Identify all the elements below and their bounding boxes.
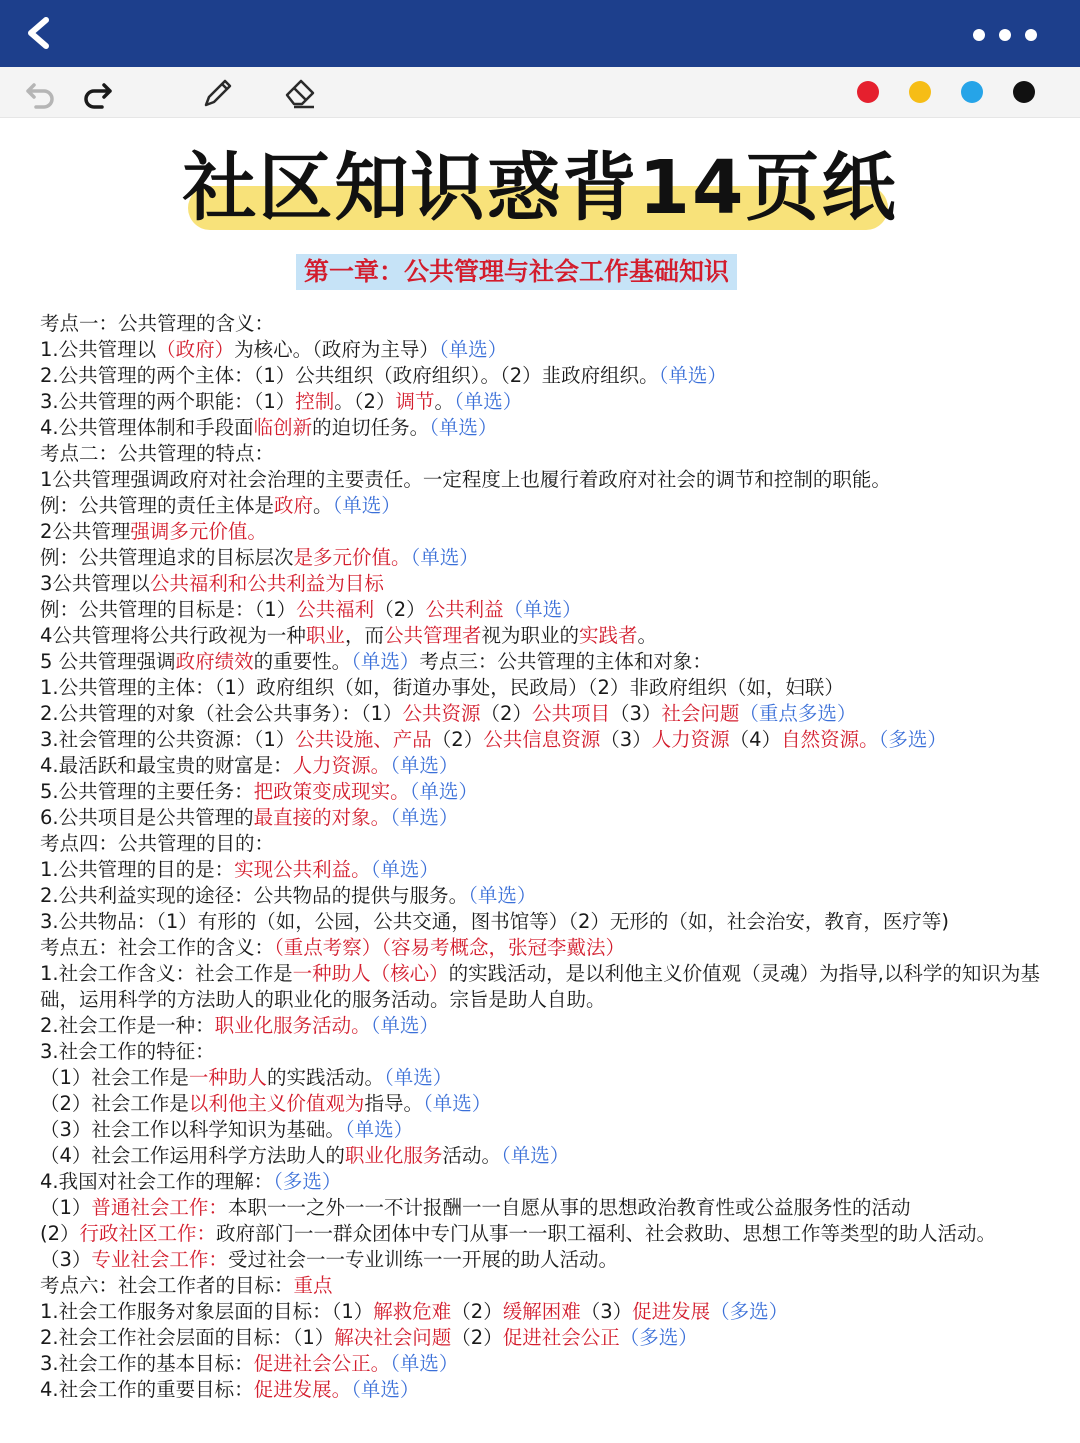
key-term: 专业社会工作： — [91, 1248, 228, 1271]
redo-icon[interactable] — [80, 75, 116, 111]
note-text: 受过社会一一专业训练一一开展的助人活动。 — [227, 1248, 618, 1271]
color-swatch-red[interactable] — [857, 81, 879, 103]
note-line — [40, 493, 1050, 519]
question-type-tag: （单选） — [332, 494, 401, 517]
note-text: 2.公共利益实现的途径：公共物品的提供与服务。 — [40, 884, 469, 907]
key-term: 公共福利 — [296, 598, 375, 621]
color-swatch-black[interactable] — [1013, 81, 1035, 103]
key-term: 公共项目 — [531, 702, 610, 725]
note-text: 的迫切任务。 — [312, 416, 430, 439]
key-term: 公共管理者 — [383, 624, 482, 647]
note-text: 考点三：公共管理的主体和对象： — [419, 650, 712, 673]
note-line — [40, 675, 1050, 701]
key-term: 政府绩效 — [175, 650, 254, 673]
question-type-tag: （单选） — [453, 390, 523, 413]
key-term: 人力资源 — [651, 728, 730, 751]
note-line — [40, 1117, 1050, 1143]
note-text: 5 公共管理强调 — [40, 650, 176, 673]
top-nav-bar — [0, 0, 1080, 67]
key-term: 强调多元价值。 — [130, 520, 267, 543]
question-type-tag: （单选） — [422, 1092, 492, 1115]
key-term: 政府 — [274, 494, 314, 517]
question-type-tag: （单选） — [468, 884, 537, 907]
note-line — [40, 623, 1050, 649]
note-line — [40, 909, 1050, 935]
note-text: 3.社会工作的基本目标： — [40, 1352, 254, 1375]
note-text: 3.公共物品：（1）有形的（如，公园，公共交通，图书馆等）（2）无形的（如，社会治安，教育，医疗等) — [40, 910, 950, 933]
note-text: 4.我国对社会工作的理解： — [40, 1170, 274, 1193]
key-term: 公共福利和公共利益为目标 — [149, 572, 384, 595]
note-text: 。 — [434, 390, 454, 413]
note-text: 6.公共项目是公共管理的 — [40, 806, 254, 829]
note-line — [40, 441, 1050, 467]
key-term: 公共利益 — [425, 598, 504, 621]
note-line — [40, 311, 1050, 337]
note-line — [40, 545, 1050, 571]
question-type-tag: （重点多选） — [739, 702, 857, 725]
key-term: 最直接的对象。 — [253, 806, 391, 829]
note-line — [40, 389, 1050, 415]
note-line — [40, 1221, 1050, 1247]
key-term: 解决社会问题 — [334, 1326, 452, 1349]
key-term: 促进社会公正 — [502, 1326, 620, 1349]
question-type-tag: （多选） — [710, 1300, 789, 1323]
question-type-tag: （单选） — [390, 754, 459, 777]
note-text: （1） — [40, 1196, 92, 1219]
note-text: 2.社会工作是一种： — [40, 1014, 215, 1037]
note-line — [40, 753, 1050, 779]
note-line — [40, 1325, 1050, 1351]
note-text: 2.公共管理的两个主体：（1）公共组织（政府组织）。（2）韭政府组织。 — [40, 364, 659, 387]
pencil-icon[interactable] — [200, 75, 236, 111]
note-line — [40, 857, 1050, 883]
key-term: 公共信息资源 — [483, 728, 601, 751]
note-text: 考点四：公共管理的目的： — [40, 832, 275, 855]
question-type-tag: （单选） — [390, 1352, 459, 1375]
note-text: 4.公共管理体制和手段面 — [40, 416, 254, 439]
note-line — [40, 961, 1050, 1013]
key-term: 一种助人（核心） — [292, 962, 449, 985]
page-title: 社区知识惑背14页纸 — [182, 145, 898, 231]
note-text: 的实践活动，是以利他主义价值观（灵魂）为指导,以科学的知识为基础，运用科学的方法助人的职业化的服务活动。宗旨是助人自助。 — [40, 962, 1040, 1011]
note-text: （2） — [374, 598, 426, 621]
note-text: 1.公共管理的目的是： — [40, 858, 235, 881]
key-term: 控制 — [295, 390, 335, 413]
note-text: 3公共管理以 — [40, 572, 150, 595]
note-line — [40, 1091, 1050, 1117]
note-text: 2.公共管理的对象（社会公共事务）：（1） — [40, 702, 403, 725]
question-type-tag: （单选） — [370, 1014, 439, 1037]
key-term: 重点 — [293, 1274, 333, 1297]
note-line — [40, 1143, 1050, 1169]
note-text: （2） — [431, 728, 484, 751]
note-text: 为核心。（政府为主导） — [234, 338, 439, 361]
key-term: 职业化服务 — [344, 1144, 443, 1167]
note-text: 1公共管理强调政府对社会治理的主要责任。一定程度上也履行着政府对社会的调节和控制的职能。 — [40, 468, 891, 491]
note-text: 的实践活动。 — [266, 1066, 384, 1089]
question-type-tag: （单选） — [383, 1066, 453, 1089]
question-type-tag: （多选） — [619, 1326, 698, 1349]
note-line — [40, 649, 1050, 675]
note-line — [40, 1195, 1050, 1221]
key-term: 行政社区工作： — [79, 1222, 217, 1245]
note-text: 本职一一之外一一不计报酬一一自愿从事的思想政治教育性或公益服务性的活动 — [227, 1196, 911, 1219]
note-line — [40, 1013, 1050, 1039]
key-term: 促进发展 — [632, 1300, 711, 1323]
question-type-tag: （多选） — [878, 728, 947, 751]
drawing-toolbar — [0, 67, 1080, 118]
note-text: （3） — [609, 702, 662, 725]
question-type-tag: （单选） — [500, 1144, 570, 1167]
note-text: （3） — [580, 1300, 633, 1323]
note-text: 例：公共管理的目标是：（1） — [40, 598, 297, 621]
question-type-tag: （单选） — [390, 806, 459, 829]
note-line — [40, 597, 1050, 623]
back-icon[interactable] — [22, 16, 54, 50]
key-term: 促进社会公正。 — [253, 1352, 391, 1375]
notes-body — [40, 311, 1050, 1403]
note-text: 。 — [637, 624, 658, 647]
note-text: 活动。 — [442, 1144, 501, 1167]
note-line — [40, 337, 1050, 363]
note-text: 考点六：社会工作者的目标： — [40, 1274, 294, 1297]
question-type-tag: （单选） — [351, 650, 420, 673]
key-term: 一种助人 — [188, 1066, 267, 1089]
key-term: 缓解困难 — [502, 1300, 581, 1323]
key-term: 调节 — [395, 390, 435, 413]
note-text: （3） — [600, 728, 652, 751]
note-text: （2） — [451, 1300, 503, 1323]
note-text: 。（2） — [334, 390, 396, 413]
note-text: （2） — [480, 702, 532, 725]
key-term: 公共资源 — [402, 702, 481, 725]
question-type-tag: （单选） — [429, 416, 498, 439]
question-type-tag: （单选） — [503, 598, 582, 621]
note-text: （2） — [451, 1326, 503, 1349]
note-text: 3.社会管理的公共资源：（1） — [40, 728, 296, 751]
note-text: （4） — [729, 728, 782, 751]
note-text: 4公共管理将公共行政视为一种 — [40, 624, 306, 647]
note-text: 1.社会工作含义：社会工作是 — [40, 962, 293, 985]
note-line — [40, 519, 1050, 545]
key-term: 以利他主义价值观为 — [188, 1092, 365, 1115]
note-line — [40, 1351, 1050, 1377]
note-text: 考点一：公共管理的含义： — [40, 312, 275, 335]
question-type-tag: （单选） — [658, 364, 727, 387]
question-type-tag: （多选） — [273, 1170, 342, 1193]
note-text: 3.社会工作的特征： — [40, 1040, 215, 1063]
color-swatch-blue[interactable] — [961, 81, 983, 103]
key-term: （政府） — [156, 338, 235, 361]
key-term: 职业 — [305, 624, 345, 647]
question-type-tag: （单选） — [438, 338, 508, 361]
note-text: 政府部门一一群众团体中专门从事一一职工福利、社会救助、思想工作等类型的助人活动。 — [216, 1222, 997, 1245]
key-term: 是多元价值。 — [293, 546, 411, 569]
key-term: （重点考察）（容易考概念，张冠李戴法） — [274, 936, 626, 959]
note-line — [40, 805, 1050, 831]
key-term: 实践者 — [578, 624, 638, 647]
question-type-tag: （单选） — [344, 1118, 414, 1141]
note-text: （1）社会工作是 — [40, 1066, 189, 1089]
key-term: 职业化服务活动。 — [214, 1014, 371, 1037]
note-text: (2） — [40, 1222, 80, 1245]
eraser-icon[interactable] — [282, 75, 318, 111]
title-block — [0, 140, 1080, 240]
note-text: 考点二：公共管理的特点： — [40, 442, 275, 465]
note-text: 3.公共管理的两个职能：（1） — [40, 390, 296, 413]
key-term: 把政策变成现实。 — [253, 780, 410, 803]
note-text: 4.社会工作的重要目标： — [40, 1378, 254, 1401]
note-text: 例：公共管理的责任主体是 — [40, 494, 275, 517]
note-line — [40, 1377, 1050, 1403]
key-term: 实现公共利益。 — [234, 858, 371, 881]
note-line — [40, 1065, 1050, 1091]
question-type-tag: （单选） — [351, 1378, 420, 1401]
question-type-tag: （单选） — [409, 780, 478, 803]
note-line — [40, 415, 1050, 441]
note-text: 1.社会工作服务对象层面的目标：（1） — [40, 1300, 374, 1323]
note-line — [40, 1299, 1050, 1325]
key-term: 临创新 — [253, 416, 313, 439]
note-line — [40, 779, 1050, 805]
chapter-heading: 第一章：公共管理与社会工作基础知识 — [296, 254, 737, 290]
note-line — [40, 935, 1050, 961]
key-term: 人力资源。 — [292, 754, 391, 777]
note-text: （2）社会工作是 — [40, 1092, 189, 1115]
note-line — [40, 1039, 1050, 1065]
note-line — [40, 1273, 1050, 1299]
note-text: 2公共管理 — [40, 520, 131, 543]
note-text: 1.公共管理以 — [40, 338, 157, 361]
note-text: （4）社会工作运用科学方法助人的 — [40, 1144, 345, 1167]
note-text: ，而 — [344, 624, 384, 647]
note-line — [40, 1247, 1050, 1273]
question-type-tag: （单选） — [370, 858, 439, 881]
note-text: （3） — [40, 1248, 92, 1271]
question-type-tag: （单选） — [410, 546, 479, 569]
key-term: 社会问题 — [661, 702, 740, 725]
key-term: 解救危难 — [373, 1300, 452, 1323]
color-swatch-yellow[interactable] — [909, 81, 931, 103]
note-text: 1.公共管理的主体：（1）政府组织（如，街道办事处，民政局）（2）非政府组织（如，妇联） — [40, 676, 844, 699]
key-term: 自然资源。 — [781, 728, 879, 751]
key-term: 普通社会工作： — [91, 1196, 228, 1219]
note-text: （3）社会工作以科学知识为基础。 — [40, 1118, 345, 1141]
note-text: 。 — [313, 494, 333, 517]
note-text: 5.公共管理的主要任务： — [40, 780, 254, 803]
note-line — [40, 727, 1050, 753]
note-text: 例：公共管理追求的目标层次 — [40, 546, 294, 569]
more-icon[interactable] — [970, 26, 1040, 44]
note-text: 视为职业的 — [481, 624, 579, 647]
note-line — [40, 831, 1050, 857]
note-line — [40, 701, 1050, 727]
note-line — [40, 363, 1050, 389]
note-line — [40, 467, 1050, 493]
note-text: 4.最活跃和最宝贵的财富是： — [40, 754, 293, 777]
note-line — [40, 883, 1050, 909]
note-line — [40, 571, 1050, 597]
note-text: 2.社会工作社会层面的目标：（1） — [40, 1326, 335, 1349]
key-term: 促进发展。 — [253, 1378, 352, 1401]
note-line — [40, 1169, 1050, 1195]
note-text: 的重要性。 — [253, 650, 352, 673]
note-text: 考点五：社会工作的含义： — [40, 936, 275, 959]
note-text: 指导。 — [364, 1092, 423, 1115]
key-term: 公共设施、产品 — [295, 728, 432, 751]
undo-icon[interactable] — [22, 75, 58, 111]
